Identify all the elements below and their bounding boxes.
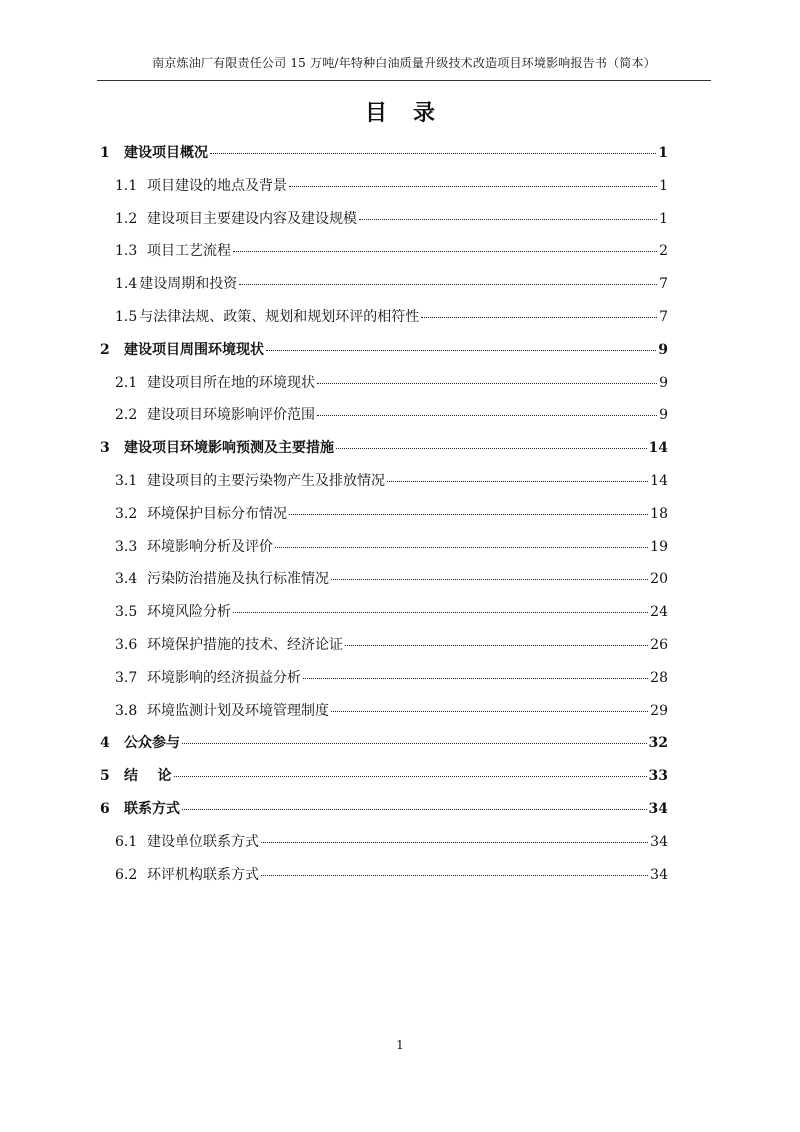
toc-entry-page: 34 <box>650 833 668 850</box>
toc-entry-number: 4 <box>100 735 110 752</box>
toc-entry-title: 建设项目的主要污染物产生及排放情况 <box>147 472 385 489</box>
toc-entry-title: 公众参与 <box>124 735 180 752</box>
toc-entry-title: 环境影响的经济损益分析 <box>147 669 301 686</box>
toc-entry-number: 3 <box>100 440 110 457</box>
toc-entry-title: 建设单位联系方式 <box>147 833 259 850</box>
toc-entry-title: 环境监测计划及环境管理制度 <box>147 702 329 719</box>
dot-leader <box>261 841 648 843</box>
toc-entry[interactable] <box>100 862 668 895</box>
toc-entry-page: 34 <box>650 866 668 883</box>
toc-entry-number: 3.1 <box>115 472 138 489</box>
toc-entry-title: 建设周期和投资 <box>139 276 238 293</box>
toc-entry[interactable] <box>100 468 668 501</box>
toc-entry-title: 建设项目环境影响评价范围 <box>147 407 315 424</box>
toc-entry-number: 2 <box>100 341 110 358</box>
toc-entry-title: 建设项目周围环境现状 <box>124 341 264 358</box>
dot-leader <box>345 644 648 646</box>
toc-entry-page: 24 <box>650 604 668 621</box>
toc-entry-number: 5 <box>100 768 110 785</box>
toc-entry-number: 6 <box>100 800 110 817</box>
toc-entry[interactable] <box>100 238 668 271</box>
dot-leader <box>261 874 648 876</box>
dot-leader <box>387 480 648 482</box>
running-header: 南京炼油厂有限责任公司 15 万吨/年特种白油质量升级技术改造项目环境影响报告书（简本） <box>152 56 656 70</box>
dot-leader <box>359 218 657 220</box>
toc-entry-page: 34 <box>648 800 668 817</box>
toc-entry-number: 1.5 <box>115 308 138 325</box>
toc-entry-title: 项目工艺流程 <box>147 243 231 260</box>
dot-leader <box>182 742 647 744</box>
toc-entry-title: 建设项目概况 <box>124 145 208 161</box>
dot-leader <box>289 185 657 187</box>
toc-entry[interactable] <box>100 173 668 206</box>
dot-leader <box>233 250 657 252</box>
toc-entry-title: 联系方式 <box>124 800 180 817</box>
dot-leader <box>303 677 648 679</box>
toc-entry-number: 6.2 <box>115 866 138 883</box>
toc-entry-page: 7 <box>659 308 668 325</box>
toc-entry-title: 与法律法规、政策、规划和规划环评的相符性 <box>139 308 420 325</box>
toc-entry-number: 3.7 <box>115 669 138 686</box>
toc-entry-title: 污染防治措施及执行标准情况 <box>147 571 329 588</box>
toc-entry-number: 1.1 <box>115 177 138 194</box>
toc-entry[interactable] <box>100 632 668 665</box>
toc-entry-title: 结 论 <box>124 768 172 785</box>
toc-entry-page: 33 <box>648 768 668 785</box>
toc-entry[interactable] <box>100 566 668 599</box>
toc-entry-number: 3.8 <box>115 702 138 719</box>
toc-entry-page: 14 <box>650 472 668 489</box>
toc-entry[interactable] <box>100 402 668 435</box>
toc-entry-title: 环境保护目标分布情况 <box>147 505 287 522</box>
toc-entry-page: 19 <box>650 538 668 555</box>
toc-entry-number: 2.1 <box>115 374 138 391</box>
toc-entry-title: 环境影响分析及评价 <box>147 538 273 555</box>
toc-entry[interactable] <box>100 730 668 763</box>
toc-title: 目录 <box>364 100 461 126</box>
toc-entry-page: 1 <box>659 210 668 227</box>
toc-entry-title: 项目建设的地点及背景 <box>147 177 287 194</box>
toc-entry-page: 29 <box>650 702 668 719</box>
toc-entry[interactable] <box>100 271 668 304</box>
toc-entry[interactable] <box>100 501 668 534</box>
dot-leader <box>331 578 648 580</box>
toc-entry[interactable] <box>100 665 668 698</box>
toc-entry[interactable] <box>100 599 668 632</box>
table-of-contents <box>100 140 668 894</box>
toc-entry-page: 9 <box>659 374 668 391</box>
toc-entry[interactable] <box>100 337 668 370</box>
page-number: 1 <box>396 1038 404 1052</box>
toc-entry-number: 2.2 <box>115 407 138 424</box>
dot-leader <box>182 808 647 810</box>
toc-entry-page: 7 <box>659 276 668 293</box>
toc-entry-page: 2 <box>659 243 668 260</box>
toc-entry-page: 1 <box>658 145 668 161</box>
toc-entry-number: 1.3 <box>115 243 138 260</box>
toc-entry[interactable] <box>100 763 668 796</box>
toc-entry[interactable] <box>100 796 668 829</box>
dot-leader <box>210 152 656 154</box>
toc-entry-title: 建设项目主要建设内容及建设规模 <box>147 210 357 227</box>
toc-entry-page: 14 <box>648 440 668 457</box>
toc-entry[interactable] <box>100 698 668 731</box>
dot-leader <box>317 414 657 416</box>
toc-entry-title: 环境保护措施的技术、经济论证 <box>147 636 343 653</box>
toc-entry[interactable] <box>100 370 668 403</box>
toc-entry-page: 1 <box>659 177 668 194</box>
toc-entry-number: 3.6 <box>115 636 138 653</box>
dot-leader <box>275 546 648 548</box>
toc-entry-page: 28 <box>650 669 668 686</box>
toc-entry-title: 环评机构联系方式 <box>147 866 259 883</box>
dot-leader <box>239 283 657 285</box>
toc-entry-page: 26 <box>650 636 668 653</box>
dot-leader <box>336 447 647 449</box>
toc-entry-page: 20 <box>650 571 668 588</box>
toc-entry-number: 3.2 <box>115 505 138 522</box>
header-rule <box>97 80 711 81</box>
dot-leader <box>317 382 657 384</box>
toc-entry[interactable] <box>100 140 668 173</box>
toc-entry-page: 9 <box>659 407 668 424</box>
dot-leader <box>266 349 656 351</box>
toc-entry-number: 3.5 <box>115 604 138 621</box>
dot-leader <box>289 513 648 515</box>
toc-entry[interactable] <box>100 534 668 567</box>
dot-leader <box>174 775 647 777</box>
toc-entry-number: 1.4 <box>115 276 138 293</box>
toc-entry-number: 3.4 <box>115 571 138 588</box>
dot-leader <box>421 316 657 318</box>
toc-entry-page: 9 <box>658 341 668 358</box>
toc-entry-title: 建设项目环境影响预测及主要措施 <box>124 440 334 457</box>
toc-entry-title: 环境风险分析 <box>147 604 231 621</box>
toc-entry-page: 18 <box>650 505 668 522</box>
dot-leader <box>331 710 648 712</box>
dot-leader <box>233 611 648 613</box>
toc-entry[interactable] <box>100 829 668 862</box>
toc-entry-number: 1.2 <box>115 210 138 227</box>
toc-entry-title: 建设项目所在地的环境现状 <box>147 374 315 391</box>
toc-entry-number: 6.1 <box>115 833 138 850</box>
toc-entry[interactable] <box>100 435 668 468</box>
toc-entry-page: 32 <box>648 735 668 752</box>
toc-entry-number: 1 <box>100 145 110 161</box>
toc-entry[interactable] <box>100 304 668 337</box>
toc-entry-number: 3.3 <box>115 538 138 555</box>
toc-entry[interactable] <box>100 206 668 239</box>
